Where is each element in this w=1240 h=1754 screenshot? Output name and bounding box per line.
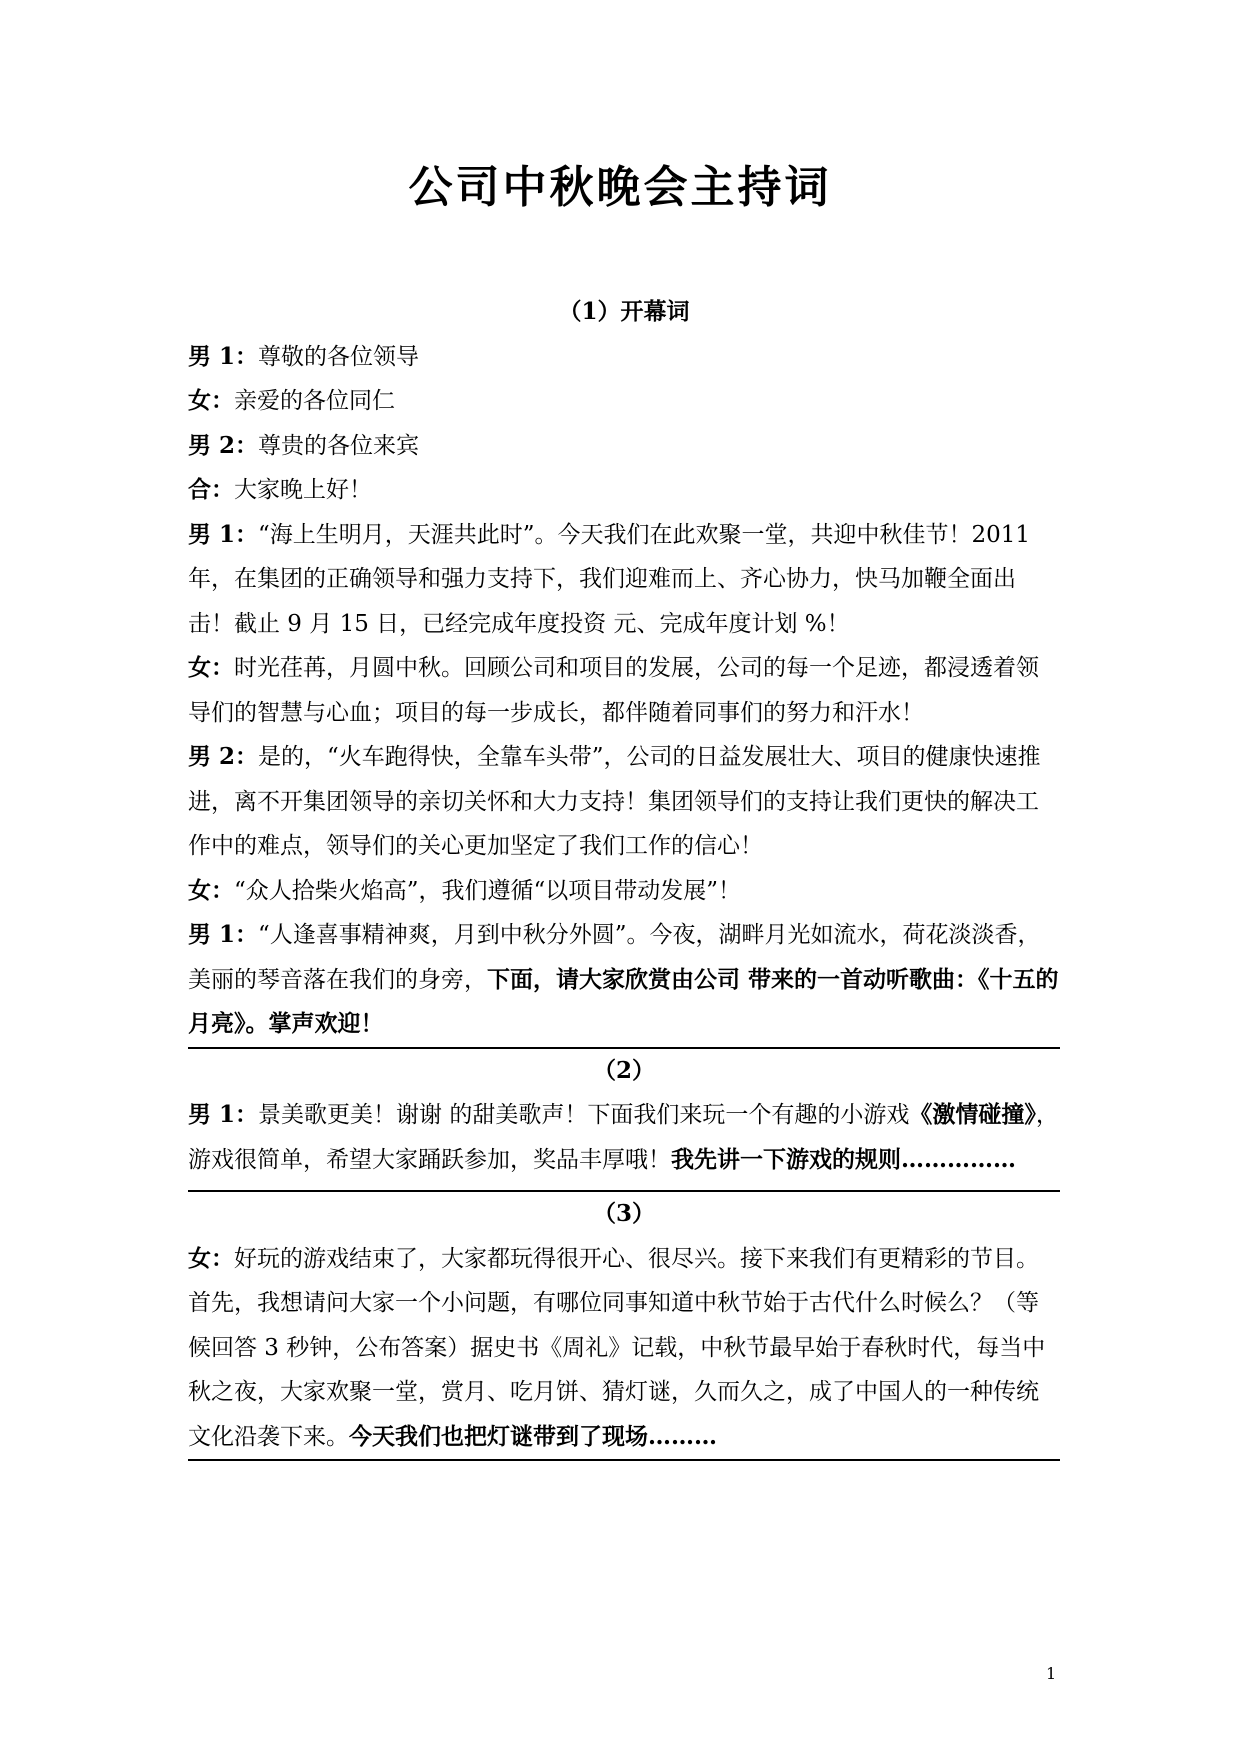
page-number: 1 <box>1046 1664 1057 1683</box>
document-body <box>188 290 1060 1461</box>
dialogue-paragraph <box>188 513 1060 647</box>
dialogue-paragraph <box>188 913 1060 1047</box>
speaker-label: 女： <box>188 1244 234 1272</box>
dialogue-text: 时光荏苒，月圆中秋。回顾公司和项目的发展，公司的每一个足迹，都浸透着领导们的智慧与心血；项目的每一步成长，都伴随着同事们的努力和汗水！ <box>188 655 1039 726</box>
speaker-label: 合： <box>188 476 234 503</box>
section-heading-opening: （1）开幕词 <box>558 298 690 325</box>
speaker-label: 女： <box>188 654 234 681</box>
dialogue-text: 景美歌更美！谢谢 的甜美歌声！下面我们来玩一个有趣的小游戏 <box>258 1102 910 1128</box>
dialogue-line <box>188 379 1060 424</box>
dialogue-text: 尊敬的各位领导 <box>258 343 420 370</box>
dialogue-text: “人逢喜事精神爽，月到中秋分外圆”。今夜，湖畔月光如流水，荷花淡淡香，美丽的琴音落在我们的身旁， <box>188 922 1041 993</box>
speaker-label: 男 1： <box>188 342 259 370</box>
dialogue-emphasis: 下面，请大家欣赏由公司 带来的一首动听歌曲：《十五的月亮》。掌声欢迎！ <box>188 965 1059 1037</box>
speaker-label: 女： <box>188 876 234 904</box>
dialogue-text: “海上生明月，天涯共此时”。今天我们在此欢聚一堂，共迎中秋佳节！2011 年，在集团的正确领导和强力支持下，我们迎难而上、齐心协力，快马加鞭全面出击！截止 9 月 15 日，已经完成年度投资 元、完成年度计划 %！ <box>188 521 1031 637</box>
dialogue-line <box>188 424 1060 469</box>
dialogue-paragraph <box>188 646 1060 735</box>
dialogue-text: 大家晚上好！ <box>234 477 372 503</box>
dialogue-paragraph <box>188 1237 1060 1460</box>
dialogue-paragraph <box>188 869 1060 914</box>
document-title: 公司中秋晚会主持词 <box>408 162 832 213</box>
dialogue-text: 是的，“火车跑得快，全靠车头带”，公司的日益发展壮大、项目的健康快速推进，离不开集团领导的亲切关怀和大力支持！集团领导们的支持让我们更快的解决工作中的难点，领导们的关心更加坚定了我们工作的信心！ <box>188 744 1041 859</box>
dialogue-text: “众人拾柴火焰高”，我们遵循“以项目带动发展”！ <box>234 877 742 904</box>
speaker-label: 男 2： <box>188 431 259 459</box>
speaker-label: 男 1： <box>188 1101 259 1128</box>
speaker-label: 男 1： <box>188 520 259 548</box>
speaker-label: 男 1： <box>188 921 259 948</box>
dialogue-line <box>188 335 1060 380</box>
dialogue-emphasis: 今天我们也把灯谜带到了现场……… <box>349 1422 717 1450</box>
dialogue-line <box>188 468 1060 513</box>
dialogue-paragraph <box>188 735 1060 869</box>
section-heading-2: （2） <box>592 1056 655 1084</box>
dialogue-text: 尊贵的各位来宾 <box>258 432 420 459</box>
dialogue-text: 亲爱的各位同仁 <box>234 388 395 414</box>
dialogue-emphasis: 我先讲一下游戏的规则…………… <box>671 1145 1016 1173</box>
section-divider <box>188 1459 1060 1461</box>
speaker-label: 男 2： <box>188 743 259 770</box>
dialogue-paragraph <box>188 1093 1060 1182</box>
section-heading-3: （3） <box>592 1200 655 1227</box>
speaker-label: 女： <box>188 387 234 414</box>
dialogue-text: 好玩的游戏结束了，大家都玩得很开心、很尽兴。接下来我们有更精彩的节目。首先，我想请问大家一个小问题，有哪位同事知道中秋节始于古代什么时候么？（等候回答 3 秒钟，公布答案）据史书《周礼》记载，中秋节最早始于春秋时代，每当中秋之夜，大家欢聚一堂，赏月、吃月饼、猜灯谜，久而久之，成了中国人的一种传统文化沿袭下来。 <box>188 1245 1046 1450</box>
game-title: 《激情碰撞》 <box>909 1101 1036 1128</box>
dialogue-text: ，游戏很简单，希望大家踊跃参加，奖品丰厚哦！ <box>188 1102 1059 1173</box>
